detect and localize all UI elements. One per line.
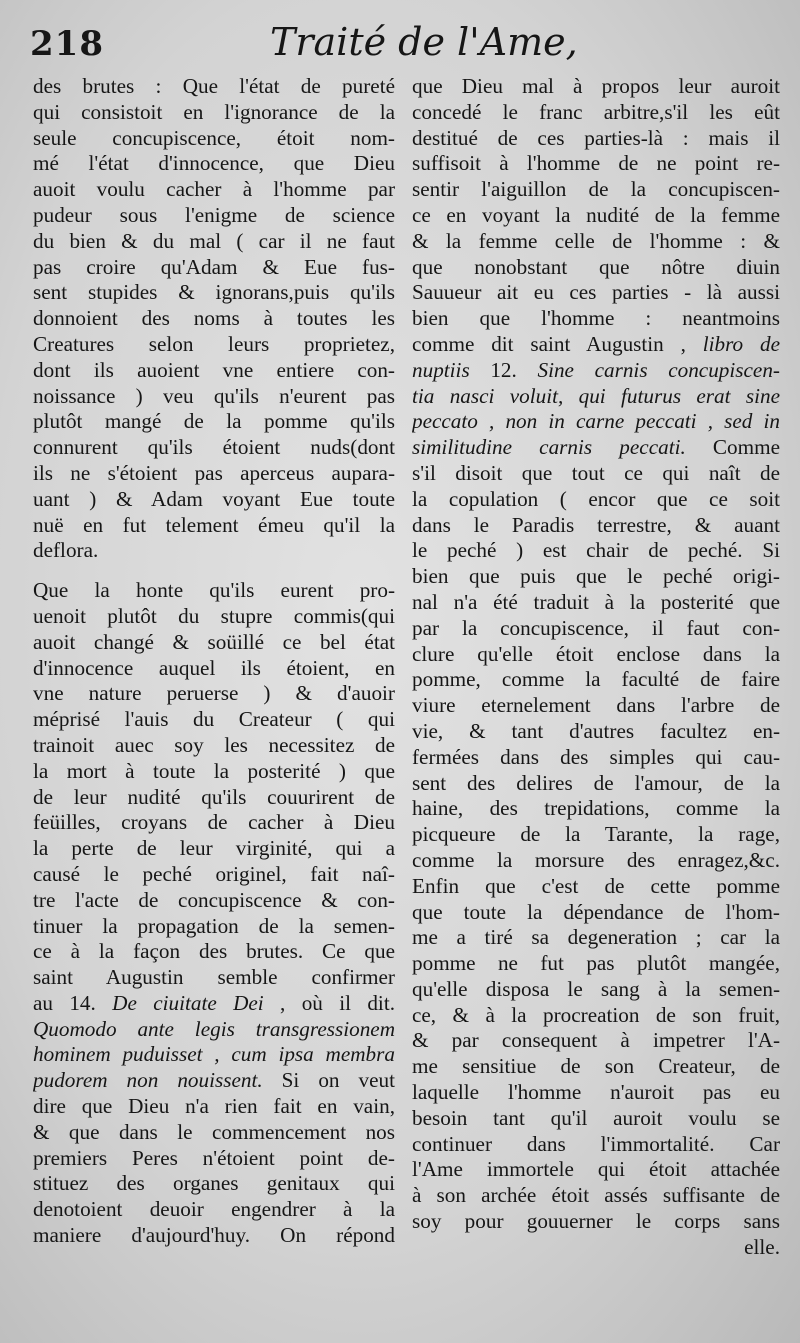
- line-text: stituez des organes genitaux qui: [33, 1171, 395, 1196]
- line-text: auoit voulu cacher à l'homme par: [33, 177, 395, 202]
- line-text: fermées dans des simples qui cau-: [412, 744, 780, 769]
- line-text: que toute la dépendance de l'hom-: [412, 899, 780, 924]
- line-text: connurent qu'ils étoient nuds(dont: [33, 435, 395, 460]
- text-line: [412, 461, 780, 487]
- text-line: [412, 1183, 780, 1209]
- page-number: 218: [30, 24, 104, 64]
- text-line: [33, 177, 395, 203]
- text-line: [33, 1120, 395, 1146]
- line-text: ce, & à la procreation de son fruit,: [412, 1002, 780, 1027]
- line-text: de leur nudité qu'ils couurirent de: [33, 784, 395, 809]
- latin-quotation: pudorem non nouissent.: [33, 1068, 263, 1093]
- line-text: me a tiré sa degeneration ; car la: [412, 925, 780, 950]
- text-line: [33, 681, 395, 707]
- text-line: [412, 151, 780, 177]
- latin-quotation: tia nasci voluit, qui futurus erat sine: [412, 383, 780, 408]
- text-line: [33, 384, 395, 410]
- text-line: [33, 733, 395, 759]
- line-text: par la concupiscence, il faut con-: [412, 615, 780, 640]
- text-line: [33, 487, 395, 513]
- line-text: la perte de leur virginité, qui a: [33, 836, 395, 861]
- text-line: [33, 74, 395, 100]
- line-text: denotoient deuoir engendrer à la: [33, 1197, 395, 1222]
- text-line: [412, 358, 780, 384]
- text-line: [412, 280, 780, 306]
- line-text: des brutes : Que l'état de pureté: [33, 74, 395, 98]
- latin-quotation: Sine carnis concupiscen-: [537, 357, 780, 382]
- text-line: [412, 1003, 780, 1029]
- text-line: [33, 888, 395, 914]
- latin-quotation: similitudine carnis peccati.: [412, 435, 686, 460]
- text-line: [33, 810, 395, 836]
- text-line: [33, 306, 395, 332]
- line-text: uenoit plutôt du stupre commis(qui: [33, 603, 395, 628]
- line-text: me sensitiue de son Createur, de: [412, 1054, 780, 1079]
- text-line: [33, 151, 395, 177]
- line-text: à son archée étoit assés suffisante de: [412, 1183, 780, 1208]
- latin-quotation: peccato , non in carne peccati , sed in: [412, 409, 780, 434]
- line-text: Si on veut: [262, 1068, 395, 1093]
- line-text: uant ) & Adam voyant Eue toute: [33, 486, 395, 511]
- line-text: Comme: [685, 435, 780, 460]
- line-text: nuë en fut telement émeu qu'il la: [33, 512, 395, 537]
- text-line: [412, 693, 780, 719]
- line-text: comme dit saint Augustin ,: [412, 331, 703, 356]
- text-line: [412, 925, 780, 951]
- line-text: sent stupides & ignorans,puis qu'ils: [33, 280, 395, 305]
- line-text: trainoit auec soy les necessitez de: [33, 732, 395, 757]
- text-line: [33, 280, 395, 306]
- text-line: [412, 384, 780, 410]
- line-text: 12.: [469, 357, 538, 382]
- text-line: [412, 1157, 780, 1183]
- text-line: [412, 332, 780, 358]
- line-text: dans le Paradis terrestre, & auant: [412, 512, 780, 537]
- text-line: [412, 1132, 780, 1158]
- text-line: [412, 590, 780, 616]
- text-line: [412, 796, 780, 822]
- text-line: [33, 358, 395, 384]
- text-line: [412, 822, 780, 848]
- text-line: [33, 656, 395, 682]
- latin-quotation: libro de: [702, 331, 780, 356]
- line-text: qu'elle disposa le sang à la semen-: [412, 976, 780, 1001]
- text-line: [412, 564, 780, 590]
- line-text: Que la honte qu'ils eurent pro-: [33, 578, 395, 603]
- text-line: [412, 1080, 780, 1106]
- line-text: saint Augustin semble confirmer: [33, 965, 395, 990]
- line-text: ce à la façon des brutes. Ce que: [33, 939, 395, 964]
- line-text: clure qu'elle étoit enclose dans la: [412, 641, 780, 666]
- latin-quotation: hominem puduisset , cum ipsa membra: [33, 1042, 395, 1067]
- latin-quotation: nuptiis: [412, 357, 470, 382]
- line-text: ce en voyant la nudité de la femme: [412, 202, 780, 227]
- text-line: [33, 538, 395, 564]
- left-text-column: [33, 74, 395, 1249]
- text-line: [33, 707, 395, 733]
- line-text: l'Ame immortele qui étoit attachée: [412, 1157, 780, 1182]
- line-text: vne nature peruerse ) & d'auoir: [33, 681, 395, 706]
- line-text: Enfin que c'est de cette pomme: [412, 873, 780, 898]
- text-line: [33, 578, 395, 604]
- line-text: bien que puis que le peché origi-: [412, 564, 780, 589]
- line-text: suffisoit à l'homme de ne point re-: [412, 151, 780, 176]
- line-text: laquelle l'homme n'auroit pas eu: [412, 1080, 780, 1105]
- line-text: haine, des trepidations, comme la: [412, 796, 780, 821]
- line-text: donnoient des noms à toutes les: [33, 306, 395, 331]
- text-line: [412, 1054, 780, 1080]
- line-text: que Dieu mal à propos leur auroit: [412, 74, 780, 98]
- text-line: [412, 900, 780, 926]
- text-line: [412, 74, 780, 100]
- text-line: [412, 616, 780, 642]
- line-text: pas croire qu'Adam & Eue fus-: [33, 254, 395, 279]
- text-line: [412, 951, 780, 977]
- text-line: [33, 1223, 395, 1249]
- text-line: [33, 100, 395, 126]
- line-text: sentir l'aiguillon de la concupiscen-: [412, 177, 780, 202]
- line-text: la mort à toute la posterité ) que: [33, 758, 395, 783]
- text-line: [33, 203, 395, 229]
- line-text: dont ils auoient vne entiere con-: [33, 357, 395, 382]
- line-text: & la femme celle de l'homme : &: [412, 228, 780, 253]
- latin-quotation: Quomodo ante legis transgressionem: [33, 1016, 395, 1041]
- text-line: [412, 255, 780, 281]
- text-line: [33, 965, 395, 991]
- line-text: maniere d'aujourd'huy. On répond: [33, 1223, 395, 1248]
- text-line: [412, 409, 780, 435]
- line-text: ils ne s'étoient pas aperceus aupara-: [33, 460, 395, 485]
- text-line: [33, 409, 395, 435]
- line-text: au 14.: [33, 990, 113, 1015]
- line-text: picqueure de la Tarante, la rage,: [412, 822, 780, 847]
- line-text: nal n'a été traduit à la posterité que: [412, 589, 780, 614]
- text-line: [412, 487, 780, 513]
- right-text-column: [412, 74, 780, 1261]
- text-line: [33, 1171, 395, 1197]
- line-text: deflora.: [33, 538, 99, 563]
- text-line: [412, 848, 780, 874]
- text-line: [33, 1068, 395, 1094]
- text-line: [33, 785, 395, 811]
- text-line: [412, 126, 780, 152]
- text-line: [412, 745, 780, 771]
- line-text: destitué de ces parties-là : mais il: [412, 125, 780, 150]
- line-text: premiers Peres n'étoient point de-: [33, 1145, 395, 1170]
- text-line: [412, 1209, 780, 1235]
- line-text: bien que l'homme : neantmoins: [412, 306, 780, 331]
- text-line: [412, 667, 780, 693]
- line-text: qui consistoit en l'ignorance de la: [33, 99, 395, 124]
- line-text: & que dans le commencement nos: [33, 1119, 395, 1144]
- line-text: , où il dit.: [263, 990, 395, 1015]
- line-text: tre l'acte de concupiscence & con-: [33, 887, 395, 912]
- line-text: concedé le franc arbitre,s'il les eût: [412, 99, 780, 124]
- line-text: Creatures selon leurs proprietez,: [33, 331, 395, 356]
- text-line: [33, 513, 395, 539]
- text-line: [33, 991, 395, 1017]
- line-text: dire que Dieu n'a rien fait en vain,: [33, 1094, 395, 1119]
- text-line: [33, 461, 395, 487]
- line-text: la copulation ( encor que ce soit: [412, 486, 780, 511]
- line-text: viure eternelement dans l'arbre de: [412, 693, 780, 718]
- text-line: [412, 977, 780, 1003]
- text-line: [33, 1094, 395, 1120]
- text-line: [412, 177, 780, 203]
- text-line: [412, 771, 780, 797]
- text-line: [412, 100, 780, 126]
- text-line: [412, 1106, 780, 1132]
- text-line: [412, 203, 780, 229]
- line-text: besoin tant qu'il auroit voulu se: [412, 1105, 780, 1130]
- line-text: méprisé l'auis du Createur ( qui: [33, 707, 395, 732]
- line-text: comme la morsure des enragez,&c.: [412, 847, 780, 872]
- line-text: vie, & tant d'autres facultez en-: [412, 718, 780, 743]
- page-header: [30, 18, 770, 68]
- latin-quotation: De ciuitate Dei: [112, 990, 264, 1015]
- line-text: s'il disoit que tout ce qui naît de: [412, 460, 780, 485]
- line-text: du bien & du mal ( car il ne faut: [33, 228, 395, 253]
- text-line: [33, 630, 395, 656]
- text-line: [412, 538, 780, 564]
- text-line: [33, 1197, 395, 1223]
- text-line: [412, 719, 780, 745]
- line-text: soy pour gouuerner le corps sans: [412, 1209, 780, 1234]
- line-text: tinuer la propagation de la semen-: [33, 913, 395, 938]
- line-text: elle.: [744, 1234, 780, 1259]
- line-text: seule concupiscence, étoit nom-: [33, 125, 395, 150]
- text-line: [33, 914, 395, 940]
- text-line: [33, 229, 395, 255]
- text-line: [33, 255, 395, 281]
- text-line: [33, 862, 395, 888]
- text-line: [412, 306, 780, 332]
- line-text: pomme, comme la faculté de faire: [412, 667, 780, 692]
- line-text: pudeur sous l'enigme de science: [33, 202, 395, 227]
- text-line: [412, 874, 780, 900]
- line-text: noissance ) veu qu'ils n'eurent pas: [33, 383, 395, 408]
- line-text: d'innocence auquel ils étoient, en: [33, 655, 395, 680]
- text-line: [33, 1146, 395, 1172]
- text-line: [33, 435, 395, 461]
- text-line: [33, 1042, 395, 1068]
- line-text: continuer dans l'immortalité. Car: [412, 1131, 780, 1156]
- line-text: que nonobstant que nôtre diuin: [412, 254, 780, 279]
- text-line: [412, 1235, 780, 1261]
- text-line: [33, 1017, 395, 1043]
- line-text: feüilles, croyans de cacher à Dieu: [33, 810, 395, 835]
- text-line: [412, 435, 780, 461]
- text-line: [412, 1028, 780, 1054]
- line-text: pomme ne fut pas plutôt mangée,: [412, 951, 780, 976]
- text-line: [33, 604, 395, 630]
- line-text: & par consequent à impetrer l'A-: [412, 1028, 780, 1053]
- text-line: [412, 229, 780, 255]
- line-text: plutôt mangé de la pomme qu'ils: [33, 409, 395, 434]
- line-text: le peché ) est chair de peché. Si: [412, 538, 780, 563]
- running-title: Traité de l'Ame,: [270, 20, 578, 64]
- text-line: [33, 759, 395, 785]
- line-text: sent des delires de l'amour, de la: [412, 770, 780, 795]
- line-text: mé l'état d'innocence, que Dieu: [33, 151, 395, 176]
- text-line: [33, 939, 395, 965]
- line-text: causé le peché originel, fait naî-: [33, 861, 395, 886]
- line-text: Sauueur ait eu ces parties - là aussi: [412, 280, 780, 305]
- text-line: [412, 513, 780, 539]
- text-line: [33, 332, 395, 358]
- text-line: [33, 836, 395, 862]
- text-line: [412, 642, 780, 668]
- line-text: auoit changé & soüillé ce bel état: [33, 629, 395, 654]
- text-line: [33, 126, 395, 152]
